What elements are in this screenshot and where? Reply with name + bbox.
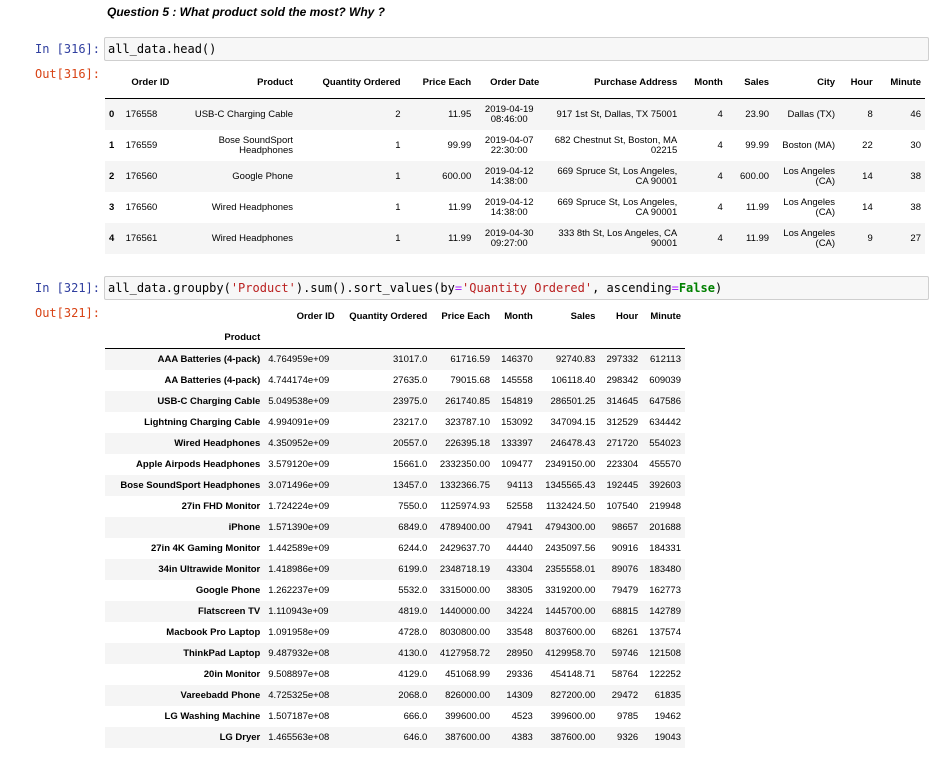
table-cell-date: 2019-04-12 14:38:00 [484, 165, 534, 187]
table-cell: 43304 [506, 564, 533, 575]
table-cell: 455570 [649, 459, 681, 470]
table-cell: 146370 [501, 354, 533, 365]
table-cell: 1.262237e+09 [268, 585, 330, 596]
row-product-label: LG Washing Machine [164, 711, 261, 722]
table-cell: 23975.0 [393, 396, 428, 407]
column-header: Purchase Address [543, 67, 681, 99]
table-cell-price: 600.00 [442, 170, 472, 182]
column-header: Order ID [122, 67, 179, 99]
row-product-label: Flatscreen TV [197, 606, 261, 617]
table-cell: 28950 [506, 648, 533, 659]
table-cell: 9326 [617, 732, 639, 743]
table-cell: 4.350952e+09 [268, 438, 330, 449]
table-cell: 612113 [650, 354, 681, 365]
table-row [105, 391, 685, 412]
table-cell: 826000.00 [445, 690, 491, 701]
table-cell: 4728.0 [398, 627, 428, 638]
table-cell: 4129958.70 [545, 648, 596, 659]
table-cell: 107540 [606, 501, 639, 512]
table-cell: 219948 [649, 501, 681, 512]
table-cell: 137574 [649, 627, 681, 638]
table-cell: 6199.0 [398, 564, 428, 575]
table-cell: 23217.0 [393, 417, 428, 428]
row-product-label: 27in FHD Monitor [181, 501, 261, 512]
groupby-index-name-row [105, 327, 685, 349]
input-prompt-321: In [321]: [34, 281, 100, 295]
column-header: Quantity Ordered [297, 67, 405, 99]
table-cell-product: Bose SoundSport Headphones [218, 134, 294, 156]
table-cell: 3315000.00 [439, 585, 491, 596]
table-cell-minute: 38 [910, 170, 921, 182]
column-header: Quantity Ordered [349, 311, 428, 322]
table-cell: 183480 [649, 564, 681, 575]
table-row [105, 161, 925, 192]
table-cell: 1.507187e+08 [268, 711, 330, 722]
table-cell: 4819.0 [398, 606, 428, 617]
table-cell: 1.110943e+09 [268, 606, 329, 617]
table-cell: 1.571390e+09 [268, 522, 330, 533]
table-cell: 2068.0 [398, 690, 428, 701]
table-cell-address: 333 8th St, Los Angeles, CA 90001 [558, 227, 678, 249]
row-product-label: Lightning Charging Cable [144, 417, 261, 428]
table-cell: 68261 [611, 627, 639, 638]
table-cell: 29472 [611, 690, 639, 701]
table-cell-month: 4 [717, 108, 723, 120]
column-header: Order ID [296, 311, 335, 322]
table-cell: 3319200.00 [545, 585, 596, 596]
table-cell-date: 2019-04-19 08:46:00 [484, 103, 534, 125]
table-cell: 4.994091e+09 [268, 417, 330, 428]
column-header: Sales [570, 311, 596, 322]
row-index: 4 [109, 232, 115, 244]
table-cell-minute: 30 [910, 139, 921, 151]
table-cell: 286501.25 [550, 396, 596, 407]
table-cell-date: 2019-04-12 14:38:00 [484, 196, 534, 218]
column-header: Product [179, 67, 297, 99]
table-cell: 52558 [506, 501, 533, 512]
table-cell: 33548 [506, 627, 533, 638]
table-cell-month: 4 [717, 201, 723, 213]
table-cell: 451068.99 [445, 669, 491, 680]
table-cell-qty: 1 [395, 170, 401, 182]
table-cell: 2349150.00 [545, 459, 596, 470]
row-product-label: Google Phone [195, 585, 261, 596]
table-cell-hour: 22 [862, 139, 873, 151]
table-cell: 261740.85 [445, 396, 491, 407]
table-cell: 14309 [506, 690, 533, 701]
table-cell: 5532.0 [398, 585, 428, 596]
table-row [105, 496, 685, 517]
table-cell: 4794300.00 [545, 522, 596, 533]
code-operator: = [454, 281, 463, 295]
table-cell: 271720 [606, 438, 639, 449]
table-cell: 145558 [501, 375, 533, 386]
row-product-label: Macbook Pro Laptop [166, 627, 261, 638]
row-product-label: Bose SoundSport Headphones [120, 480, 261, 491]
table-cell-sales: 11.99 [745, 201, 770, 213]
table-row [105, 643, 685, 664]
table-row [105, 433, 685, 454]
row-index: 2 [109, 170, 115, 182]
row-product-label: AAA Batteries (4-pack) [157, 354, 261, 365]
table-row [105, 727, 685, 748]
table-row [105, 601, 685, 622]
table-cell: 1132424.50 [545, 501, 596, 512]
column-header: Hour [839, 67, 877, 99]
table-row [105, 475, 685, 496]
table-cell-sales: 23.90 [745, 108, 770, 120]
table-cell: 19043 [654, 732, 681, 743]
table-cell-product: Google Phone [232, 170, 294, 182]
index-name-header: Product [105, 327, 264, 349]
table-cell: 59746 [611, 648, 639, 659]
table-cell-city: Los Angeles (CA) [783, 165, 836, 187]
output-prompt-316: Out[316]: [34, 67, 100, 81]
table-cell: 94113 [507, 480, 533, 491]
table-row [105, 538, 685, 559]
table-cell-month: 4 [717, 139, 723, 151]
table-cell: 4789400.00 [439, 522, 491, 533]
table-cell: 647586 [649, 396, 681, 407]
table-cell: 79015.68 [450, 375, 491, 386]
index-header [105, 306, 264, 327]
table-cell: 7550.0 [398, 501, 428, 512]
table-row [105, 99, 925, 131]
table-cell-hour: 14 [862, 170, 873, 182]
table-cell-minute: 38 [910, 201, 921, 213]
table-cell: 89076 [611, 564, 639, 575]
table-cell: 2429637.70 [439, 543, 491, 554]
table-cell-sales: 600.00 [740, 170, 770, 182]
table-cell: 4.725325e+08 [268, 690, 330, 701]
table-cell: 246478.43 [550, 438, 596, 449]
table-cell: 554023 [649, 438, 681, 449]
row-index: 0 [109, 108, 115, 120]
table-row [105, 706, 685, 727]
table-cell: 192445 [606, 480, 639, 491]
head-table-header-row [105, 67, 925, 99]
table-cell-product: USB-C Charging Cable [194, 108, 294, 120]
table-cell: 90916 [611, 543, 639, 554]
code-text: ) [714, 281, 723, 295]
table-cell-city: Dallas (TX) [787, 108, 836, 120]
table-cell-order-id: 176558 [125, 108, 158, 120]
table-cell: 9.508897e+08 [268, 669, 330, 680]
table-cell: 223304 [606, 459, 639, 470]
table-cell: 142789 [649, 606, 681, 617]
table-cell: 1445700.00 [545, 606, 596, 617]
table-cell-month: 4 [717, 232, 723, 244]
row-product-label: iPhone [228, 522, 261, 533]
row-product-label: AA Batteries (4-pack) [164, 375, 261, 386]
table-cell: 58764 [611, 669, 639, 680]
table-cell-address: 682 Chestnut St, Boston, MA 02215 [554, 134, 678, 156]
table-cell-hour: 9 [867, 232, 873, 244]
table-cell: 9785 [617, 711, 639, 722]
table-row [105, 622, 685, 643]
row-index: 3 [109, 201, 115, 213]
table-cell-qty: 1 [395, 139, 401, 151]
row-product-label: Apple Airpods Headphones [136, 459, 261, 470]
table-cell: 98657 [611, 522, 639, 533]
table-cell-order-id: 176560 [125, 201, 158, 213]
table-cell: 312529 [606, 417, 639, 428]
table-cell-city: Los Angeles (CA) [783, 196, 836, 218]
column-header: Order Date [475, 67, 543, 99]
table-cell: 454148.71 [550, 669, 596, 680]
table-cell-price: 11.99 [448, 201, 472, 213]
table-cell: 4.764959e+09 [268, 354, 330, 365]
table-cell: 4130.0 [398, 648, 428, 659]
table-cell: 68815 [611, 606, 639, 617]
table-cell: 109477 [501, 459, 533, 470]
table-cell: 19462 [654, 711, 681, 722]
table-cell: 38305 [506, 585, 533, 596]
table-cell: 29336 [506, 669, 533, 680]
table-cell: 153092 [501, 417, 533, 428]
table-cell: 47941 [506, 522, 533, 533]
table-cell: 8037600.00 [545, 627, 596, 638]
table-cell: 1.418986e+09 [268, 564, 330, 575]
table-cell: 34224 [506, 606, 533, 617]
table-cell: 3.071496e+09 [268, 480, 330, 491]
table-cell: 666.0 [403, 711, 428, 722]
table-cell: 827200.00 [550, 690, 596, 701]
table-cell-sales: 99.99 [745, 139, 770, 151]
table-cell: 2332350.00 [439, 459, 491, 470]
column-header: Price Each [405, 67, 476, 99]
column-header: City [773, 67, 839, 99]
table-row [105, 685, 685, 706]
table-cell: 226395.18 [445, 438, 491, 449]
table-cell: 6849.0 [398, 522, 428, 533]
groupby-table-header-row [105, 306, 685, 327]
table-cell-address: 669 Spruce St, Los Angeles, CA 90001 [557, 165, 678, 187]
row-product-label: Wired Headphones [174, 438, 261, 449]
table-cell: 1332366.75 [439, 480, 491, 491]
table-cell: 201688 [649, 522, 681, 533]
code-cell-321[interactable] [104, 276, 929, 300]
row-product-label: ThinkPad Laptop [183, 648, 261, 659]
groupby-dataframe-table [105, 306, 685, 748]
column-header: Month [504, 311, 533, 322]
column-header: Sales [727, 67, 773, 99]
table-row [105, 454, 685, 475]
table-cell: 4.744174e+09 [268, 375, 330, 386]
code-operator: = [671, 281, 679, 295]
table-cell: 399600.00 [550, 711, 596, 722]
table-cell: 387600.00 [550, 732, 596, 743]
row-product-label: USB-C Charging Cable [157, 396, 261, 407]
table-cell: 298342 [606, 375, 639, 386]
column-header: Price Each [441, 311, 491, 322]
index-header [105, 67, 122, 99]
table-cell-month: 4 [717, 170, 723, 182]
table-cell-sales: 11.99 [745, 232, 770, 244]
table-row [105, 664, 685, 685]
table-cell: 4383 [511, 732, 533, 743]
code-cell-316[interactable]: all_data.head() [104, 37, 929, 61]
table-cell: 2435097.56 [545, 543, 596, 554]
input-prompt-316: In [316]: [34, 42, 100, 56]
code-text: , ascending [592, 281, 672, 295]
table-cell: 61716.59 [450, 354, 491, 365]
table-cell: 154819 [501, 396, 533, 407]
table-cell: 61835 [654, 690, 681, 701]
code-text: all_data.groupby( [108, 281, 231, 295]
table-cell: 15661.0 [393, 459, 428, 470]
code-text: ).sum().sort_values(by [295, 281, 455, 295]
table-row [105, 349, 685, 371]
table-cell-hour: 8 [867, 108, 873, 120]
table-cell: 646.0 [403, 732, 428, 743]
row-product-label: 20in Monitor [203, 669, 261, 680]
row-product-label: Vareebadd Phone [180, 690, 261, 701]
table-row [105, 130, 925, 161]
table-row [105, 517, 685, 538]
row-index: 1 [109, 139, 115, 151]
table-row [105, 559, 685, 580]
table-cell-order-id: 176561 [125, 232, 158, 244]
table-cell: 13457.0 [393, 480, 428, 491]
table-cell: 1.442589e+09 [268, 543, 330, 554]
table-cell-order-id: 176560 [125, 170, 158, 182]
table-cell-qty: 1 [395, 201, 401, 213]
table-cell-price: 99.99 [447, 139, 472, 151]
column-header: Minute [650, 311, 681, 322]
code-string-product: 'Product' [230, 281, 296, 295]
table-cell-date: 2019-04-07 22:30:00 [484, 134, 534, 156]
table-cell: 387600.00 [445, 732, 491, 743]
table-cell: 399600.00 [445, 711, 491, 722]
table-cell-minute: 46 [910, 108, 921, 120]
table-cell: 1.724224e+09 [268, 501, 330, 512]
table-cell: 2348718.19 [439, 564, 491, 575]
row-product-label: 34in Ultrawide Monitor [158, 564, 261, 575]
code-keyword-false: False [678, 281, 715, 295]
table-cell: 392603 [649, 480, 681, 491]
table-cell-address: 669 Spruce St, Los Angeles, CA 90001 [557, 196, 678, 218]
table-cell: 1345565.43 [545, 480, 596, 491]
table-cell: 347094.15 [550, 417, 596, 428]
head-dataframe-table [105, 67, 925, 254]
table-cell-city: Los Angeles (CA) [783, 227, 836, 249]
table-cell-price: 11.99 [448, 232, 472, 244]
table-cell-date: 2019-04-30 09:27:00 [484, 227, 534, 249]
table-cell: 1.091958e+09 [268, 627, 330, 638]
table-cell: 6244.0 [398, 543, 428, 554]
table-cell-hour: 14 [862, 201, 873, 213]
table-row [105, 370, 685, 391]
column-header: Hour [616, 311, 639, 322]
table-cell: 8030800.00 [439, 627, 491, 638]
table-cell: 4127958.72 [439, 648, 491, 659]
table-cell: 1.465563e+08 [268, 732, 330, 743]
table-cell: 1440000.00 [439, 606, 491, 617]
table-cell-qty: 1 [395, 232, 401, 244]
table-cell-address: 917 1st St, Dallas, TX 75001 [556, 108, 678, 120]
output-prompt-321: Out[321]: [34, 306, 100, 320]
table-cell-product: Wired Headphones [211, 201, 294, 213]
table-row [105, 580, 685, 601]
table-cell: 609039 [649, 375, 681, 386]
table-cell: 79479 [611, 585, 639, 596]
table-cell: 20557.0 [393, 438, 428, 449]
table-cell: 106118.40 [551, 375, 596, 386]
markdown-heading: Question 5 : What product sold the most? Why ? [107, 5, 385, 19]
table-cell: 184331 [649, 543, 681, 554]
table-cell-price: 11.95 [448, 108, 472, 120]
table-cell-product: Wired Headphones [211, 232, 294, 244]
table-cell-order-id: 176559 [125, 139, 158, 151]
table-cell: 122252 [649, 669, 681, 680]
table-cell-city: Boston (MA) [782, 139, 836, 151]
table-cell: 1125974.93 [440, 501, 491, 512]
table-cell: 162773 [649, 585, 681, 596]
table-cell: 5.049538e+09 [268, 396, 330, 407]
table-cell: 297332 [606, 354, 639, 365]
table-cell: 133397 [501, 438, 533, 449]
table-cell: 27635.0 [393, 375, 428, 386]
table-cell: 323787.10 [445, 417, 491, 428]
table-cell: 9.487932e+08 [268, 648, 330, 659]
table-cell: 4129.0 [398, 669, 428, 680]
table-cell: 634442 [649, 417, 681, 428]
table-cell: 121508 [649, 648, 681, 659]
table-cell-minute: 27 [910, 232, 921, 244]
row-product-label: LG Dryer [219, 732, 261, 743]
table-cell: 2355558.01 [545, 564, 596, 575]
code-string-quantity: 'Quantity Ordered' [462, 281, 593, 295]
table-cell: 3.579120e+09 [268, 459, 330, 470]
row-product-label: 27in 4K Gaming Monitor [150, 543, 261, 554]
table-cell: 92740.83 [555, 354, 596, 365]
table-row [105, 412, 685, 433]
table-row [105, 223, 925, 254]
table-cell: 4523 [511, 711, 533, 722]
table-row [105, 192, 925, 223]
table-cell: 314645 [606, 396, 639, 407]
table-cell-qty: 2 [395, 108, 401, 120]
column-header: Minute [877, 67, 925, 99]
table-cell: 31017.0 [393, 354, 428, 365]
column-header: Month [681, 67, 727, 99]
table-cell: 44440 [506, 543, 533, 554]
